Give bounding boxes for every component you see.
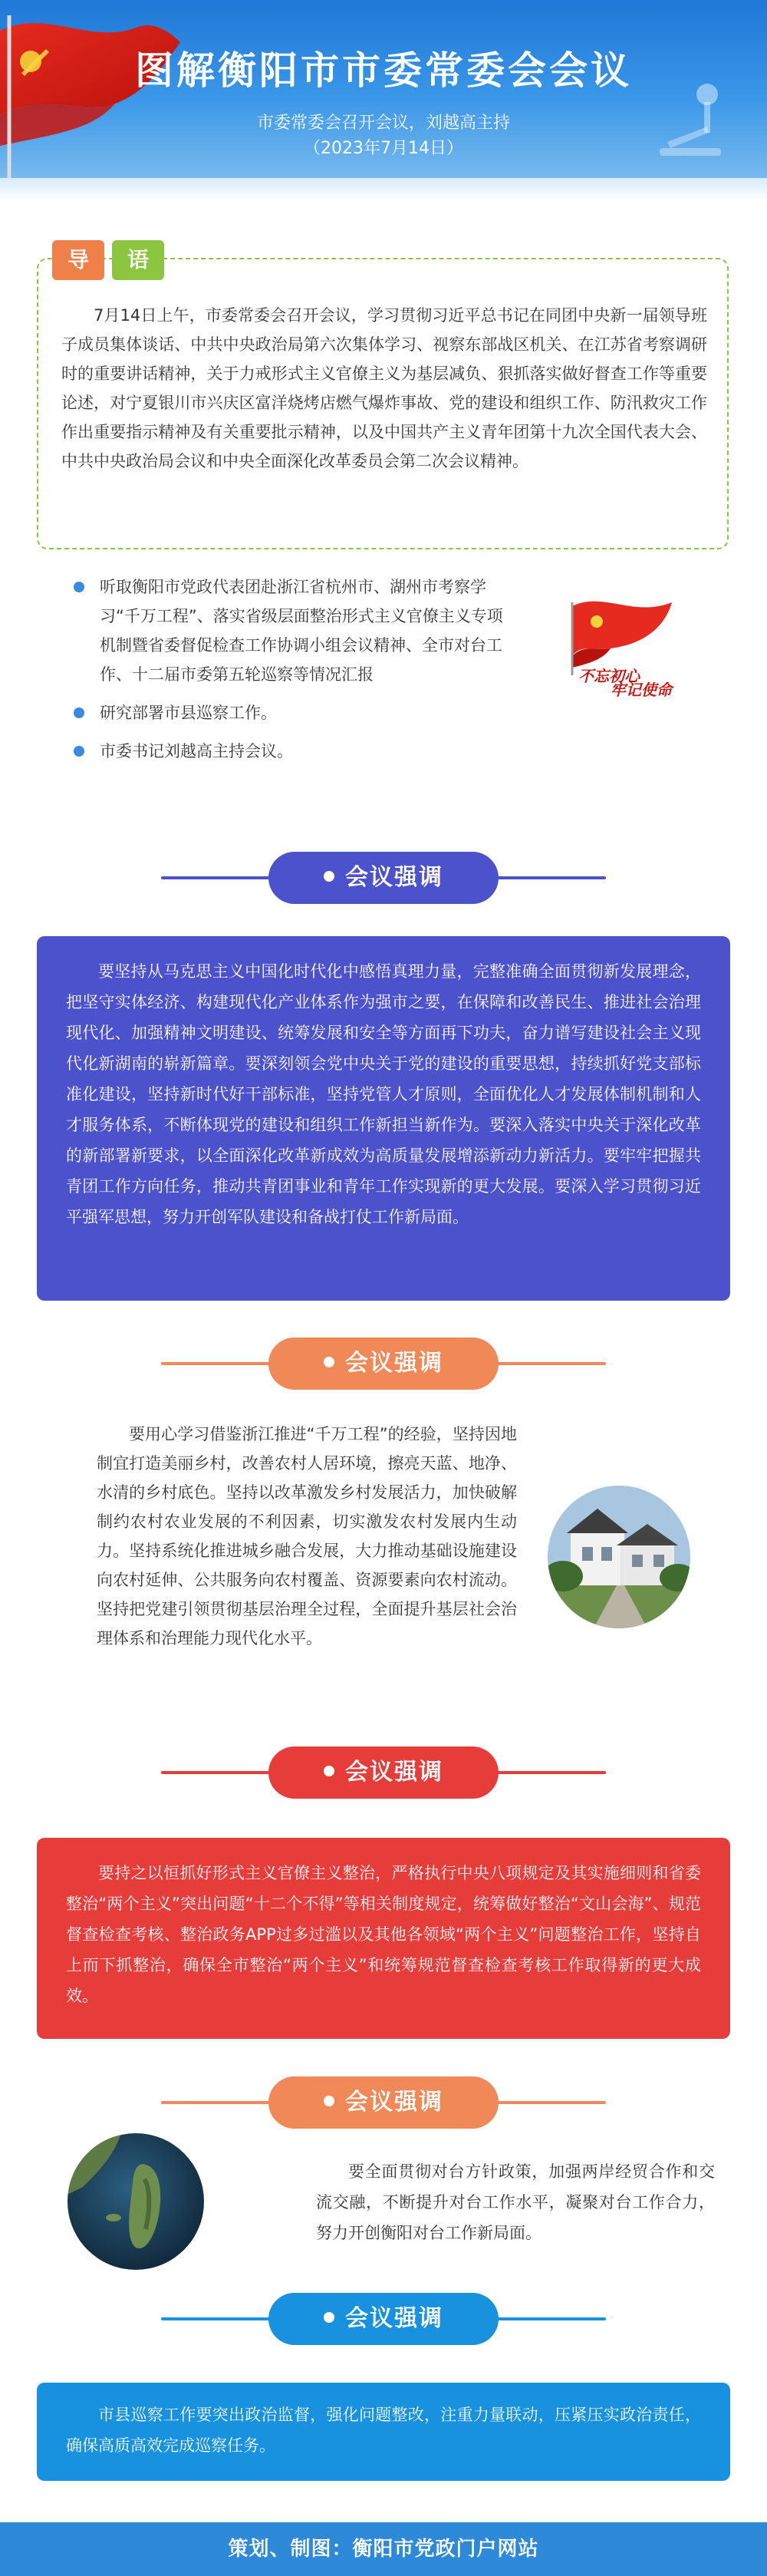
section-pill-5 xyxy=(268,2293,499,2345)
section-1-text-block: 要坚持从马克思主义中国化时代化中感悟真理力量，完整准确全面贯彻新发展理念，把坚守实体经济、构建现代化产业体系作为强市之要，在保障和改善民生、推进社会治理现代化、加强精神文明建设、统筹发展和安全等方面再下功夫，奋力谱写建设社会主义现代化新湖南的崭新篇章。要深刻领会党中央关于党的建设的重要思想，持续抓好党支部标准化建设，坚持新时代好干部标准，坚持党管人才原则，全面优化人才发展体制机制和人才服务体系，不断体现党的建设和组织工作新担当新作为。要深入落实中央关于深化改革的新部署新要求，以全面深化改革新成效为高质量发展增添新动力新活力。要牢牢把握共青团工作方向任务，推动共青团事业和青年工作实现新的更大发展。要深入学习贯彻习近平强军思想，努力开创军队建设和备战打仗工作新局面。 xyxy=(37,936,730,1301)
village-photo-icon xyxy=(548,1486,690,1628)
page-date: （2023年7月14日） xyxy=(304,139,463,158)
section-pill-2 xyxy=(268,1337,499,1390)
emblem-text-2: 牢记使命 xyxy=(611,681,672,698)
bullet-dot-icon xyxy=(74,582,84,592)
pill-dot-icon xyxy=(324,871,334,882)
intro-tab-yu: 语 xyxy=(112,240,164,280)
bullet-dot-icon xyxy=(74,707,84,718)
pill-dot-icon xyxy=(324,1357,334,1367)
section-pill-label: 会议强调 xyxy=(345,1350,443,1377)
section-pill-label: 会议强调 xyxy=(345,1759,443,1786)
section-pill-4 xyxy=(268,2076,499,2129)
list-item-text: 听取衡阳市党政代表团赴浙江省杭州市、湖州市考察学习“千万工程”、落实省级层面整治形式主义官僚主义专项机制暨省委督促检查工作协调小组会议精神、全市对台工作、十二届市委第五轮巡察等情况汇报 xyxy=(100,578,503,684)
section-pill-3 xyxy=(268,1746,499,1799)
party-emblem-icon xyxy=(549,583,687,698)
section-pill-1 xyxy=(268,852,499,904)
section-3-text-block: 要持之以恒抓好形式主义官僚主义整治，严格执行中央八项规定及其实施细则和省委整治“两个主义”突出问题“十二个不得”等相关制度规定，统筹做好整治“文山会海”、规范督查检查考核、整治政务APP过多过滥以及其他各领域“两个主义”问题整治工作，坚持自上而下抓整治，确保全市整治“两个主义”和统筹规范督查检查考核工作取得新的更大成效。 xyxy=(37,1838,730,2039)
header-banner xyxy=(0,0,767,178)
list-item xyxy=(74,572,503,689)
list-item-text: 市委书记刘越高主持会议。 xyxy=(100,742,293,760)
section-pill-label: 会议强调 xyxy=(345,864,443,891)
bullet-dot-icon xyxy=(74,746,84,757)
section-pill-label: 会议强调 xyxy=(345,2089,443,2116)
intro-tab-dao: 导 xyxy=(52,240,104,280)
list-item xyxy=(74,698,503,727)
section-pill-label: 会议强调 xyxy=(345,2305,443,2332)
pill-dot-icon xyxy=(324,2312,334,2323)
section-2-text: 要用心学习借鉴浙江推进“千万工程”的经验，坚持因地制宜打造美丽乡村，改善农村人居环境，擦亮天蓝、地净、水清的乡村底色。坚持以改革激发乡村发展活力，加快破解制约农村农业发展的不利因素，切实激发农村发展内生动力。坚持系统化推进城乡融合发展，大力推动基础设施建设向农村延伸、公共服务向农村覆盖、资源要素向农村流动。坚持把党建引领贯彻基层治理全过程，全面提升基层社会治理体系和治理能力现代化水平。 xyxy=(97,1425,517,1648)
list-item-text: 研究部署市县巡察工作。 xyxy=(100,704,277,722)
taiwan-satellite-icon xyxy=(67,2133,204,2270)
page-subtitle: 市委常委会召开会议，刘越高主持 xyxy=(256,114,510,133)
pill-dot-icon xyxy=(324,2096,334,2106)
header-fade xyxy=(0,178,767,201)
pill-dot-icon xyxy=(324,1766,334,1776)
agenda-list xyxy=(74,572,503,775)
footer-credit: 策划、制图：衡阳市党政门户网站 xyxy=(0,2522,767,2576)
page-title: 图解衡阳市市委常委会会议 xyxy=(135,48,632,93)
intro-text: 7月14日上午，市委常委会召开会议，学习贯彻习近平总书记在同团中央新一届领导班子成员集体谈话、中共中央政治局第六次集体学习、视察东部战区机关、在江苏省考察调研时的重要讲话精神，关于力戒形式主义官僚主义为基层减负、狠抓落实做好督查工作等重要论述，对宁夏银川市兴庆区富洋烧烤店燃气爆炸事故、党的建设和组织工作、防汛救灾工作作出重要指示精神及有关重要批示精神，以及中国共产主义青年团第十九次全国代表大会、中共中央政治局会议和中央全面深化改革委员会第二次会议精神。 xyxy=(61,306,707,470)
section-4-text: 要全面贯彻对台方针政策，加强两岸经贸合作和交流交融，不断提升对台工作水平，凝聚对台工作合力，努力开创衡阳对台工作新局面。 xyxy=(316,2162,715,2242)
section-5-text-block: 市县巡察工作要突出政治监督，强化问题整改，注重力量联动，压紧压实政治责任，确保高质高效完成巡察任务。 xyxy=(37,2383,730,2481)
list-item xyxy=(74,737,503,766)
emblem-text-1: 不忘初心 xyxy=(578,667,640,685)
